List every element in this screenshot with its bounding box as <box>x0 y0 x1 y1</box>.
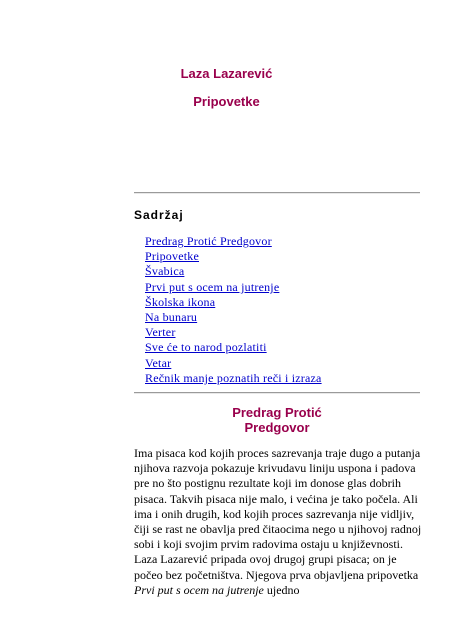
toc-item <box>145 280 322 295</box>
paragraph-text: Ima pisaca kod kojih proces sazrevanja traje dugo a putanja njihova razvoja pokazuje krivudavu liniju uspona i padova pre no što postignu rezultate koji im donose glas dobrih pisaca. Takvih pisaca nije malo, i većina je tako počela. Ali ima i onih drugih, kod kojih proces sazrevanja nije vidljiv, čiji se rast ne obavlja pred čitaocima nego u njihovoj radnoj sobi i koji svojim prvim radovima ostaju u književnosti. Laza Lazarević pripada ovoj drugoj grupi pisaca; on je počeo bez početništva. Njegova prva objavljena pripovetka <box>134 446 422 582</box>
toc-link-na-bunaru[interactable]: Na bunaru <box>145 310 198 325</box>
section-title-author: Predrag Protić <box>232 405 322 420</box>
toc-item <box>145 356 322 371</box>
toc-item <box>145 264 322 279</box>
paragraph-italic-title: Prvi put s ocem na jutrenje <box>134 582 264 597</box>
section-title-heading: Predgovor <box>244 420 310 435</box>
toc-link-skolska-ikona[interactable]: Školska ikona <box>145 294 216 309</box>
toc-item <box>145 325 322 340</box>
toc-item <box>145 310 322 325</box>
table-of-contents <box>145 234 322 386</box>
toc-item <box>145 234 322 249</box>
author-name: Laza Lazarević <box>180 66 273 81</box>
toc-item <box>145 340 322 355</box>
toc-link-prvi-put[interactable]: Prvi put s ocem na jutrenje <box>145 279 280 294</box>
toc-heading: Sadržaj <box>134 208 184 222</box>
horizontal-rule <box>134 392 420 394</box>
body-paragraph <box>134 446 424 598</box>
horizontal-rule <box>134 192 420 194</box>
toc-link-sve-ce-to-narod[interactable]: Sve će to narod pozlatiti <box>145 340 267 355</box>
toc-link-vetar[interactable]: Vetar <box>145 355 172 370</box>
toc-item <box>145 295 322 310</box>
paragraph-text-tail: ujedno <box>263 582 300 597</box>
book-title: Pripovetke <box>193 94 260 109</box>
toc-item <box>145 371 322 386</box>
toc-link-predgovor[interactable]: Predrag Protić Predgovor <box>145 234 272 248</box>
toc-item <box>145 249 322 264</box>
section-title <box>134 405 420 435</box>
toc-link-svabica[interactable]: Švabica <box>145 264 185 279</box>
toc-link-verter[interactable]: Verter <box>145 325 176 340</box>
toc-link-recnik[interactable]: Rečnik manje poznatih reči i izraza <box>145 370 322 385</box>
toc-link-pripovetke[interactable]: Pripovetke <box>145 249 199 264</box>
